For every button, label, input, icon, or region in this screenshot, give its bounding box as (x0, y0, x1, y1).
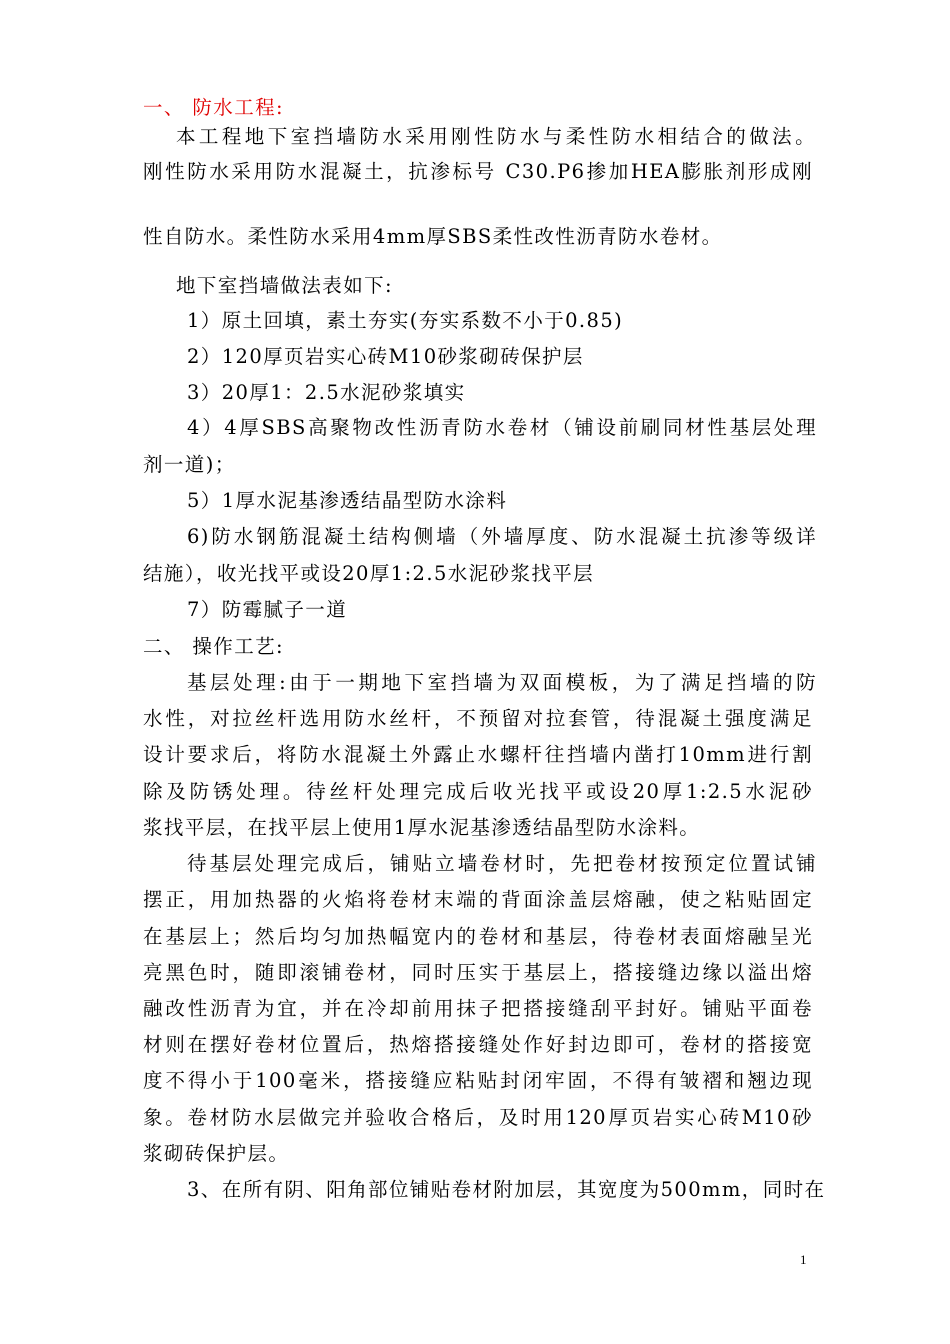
paragraph-line: 融改性沥青为宜，并在冷却前用抹子把搭接缝刮平封好。铺贴平面卷 (143, 997, 813, 1020)
section1-line: 刚性防水采用防水混凝土，抗渗标号 C30.P6掺加HEA膨胀剂形成刚 (143, 160, 813, 183)
paragraph-line: 除及防锈处理。待丝杆处理完成后收光找平或设20厚1:2.5水泥砂 (143, 780, 813, 803)
list-item-continued: 结施），收光找平或设20厚1:2.5水泥砂浆找平层 (143, 562, 595, 585)
paragraph-line: 象。卷材防水层做完并验收合格后，及时用120厚页岩实心砖M10砂 (143, 1106, 813, 1129)
section1-line: 性自防水。柔性防水采用4mm厚SBS柔性改性沥青防水卷材。 (143, 225, 723, 248)
paragraph-line: 3、在所有阴、阳角部位铺贴卷材附加层，其宽度为500mm，同时在 (187, 1178, 826, 1201)
paragraph-line: 在基层上；然后均匀加热幅宽内的卷材和基层，待卷材表面熔融呈光 (143, 925, 813, 948)
paragraph-line: 亮黑色时，随即滚铺卷材，同时压实于基层上，搭接缝边缘以溢出熔 (143, 961, 813, 984)
table-intro: 地下室挡墙做法表如下: (176, 274, 393, 297)
section1-line: 本工程地下室挡墙防水采用刚性防水与柔性防水相结合的做法。 (176, 125, 816, 148)
list-item: 3）20厚1：2.5水泥砂浆填实 (187, 381, 466, 404)
list-item: 7）防霉腻子一道 (187, 598, 348, 621)
list-item: 6)防水钢筋混凝土结构侧墙（外墙厚度、防水混凝土抗渗等级详 (187, 525, 817, 548)
paragraph-line: 基层处理:由于一期地下室挡墙为双面模板，为了满足挡墙的防 (187, 671, 817, 694)
list-item: 1）原土回填，素土夯实(夯实系数不小于0.85) (187, 309, 624, 332)
paragraph-line: 浆砌砖保护层。 (143, 1142, 290, 1165)
paragraph-line: 水性，对拉丝杆选用防水丝杆，不预留对拉套管，待混凝土强度满足 (143, 707, 813, 730)
page-number: 1 (800, 1252, 807, 1267)
paragraph-line: 材则在摆好卷材位置后，热熔搭接缝处作好封边即可，卷材的搭接宽 (143, 1033, 813, 1056)
list-item: 4）4厚SBS高聚物改性沥青防水卷材（铺设前刷同材性基层处理 (187, 416, 817, 439)
list-item: 5）1厚水泥基渗透结晶型防水涂料 (187, 489, 508, 512)
paragraph-line: 设计要求后，将防水混凝土外露止水螺杆往挡墙内凿打10mm进行割 (143, 743, 813, 766)
paragraph-line: 摆正，用加热器的火焰将卷材末端的背面涂盖层熔融，使之粘贴固定 (143, 888, 813, 911)
paragraph-line: 待基层处理完成后，铺贴立墙卷材时，先把卷材按预定位置试铺 (187, 852, 817, 875)
paragraph-line: 度不得小于100毫米，搭接缝应粘贴封闭牢固，不得有皱褶和翘边现 (143, 1069, 813, 1092)
section2-heading: 二、 操作工艺: (143, 635, 284, 658)
list-item-continued: 剂一道)； (143, 453, 236, 476)
list-item: 2）120厚页岩实心砖M10砂浆砌砖保护层 (187, 345, 584, 368)
section1-heading: 一、 防水工程: (143, 96, 284, 119)
paragraph-line: 浆找平层，在找平层上使用1厚水泥基渗透结晶型防水涂料。 (143, 816, 701, 839)
